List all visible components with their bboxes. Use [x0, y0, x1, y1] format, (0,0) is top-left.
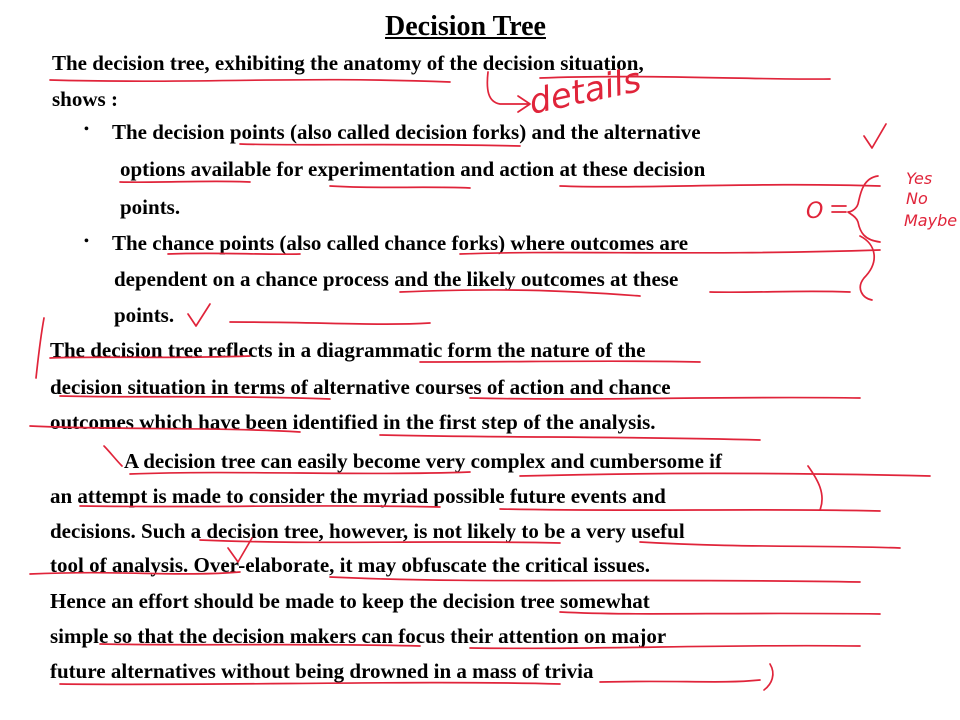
para1-line: The decision tree reflects in a diagrammatic form the nature of the — [50, 338, 646, 362]
bullet-line: points. — [114, 303, 175, 327]
bullet-line: The decision points (also called decision forks) and the alternative — [112, 120, 701, 144]
ink-curve — [860, 236, 874, 300]
ink-tick — [188, 304, 210, 326]
ink-note-details: details — [525, 60, 645, 123]
para2-line: Hence an effort should be made to keep the decision tree somewhat — [50, 589, 650, 613]
bullet-line: The chance points (also called chance forks) where outcomes are — [112, 231, 689, 255]
para2-line: simple so that the decision makers can focus their attention on major — [50, 624, 667, 648]
bullet-line: dependent on a chance process and the likely outcomes at these — [114, 267, 679, 291]
ink-note-o: O — [806, 199, 824, 224]
para2-line: an attempt is made to consider the myriad possible future events and — [50, 484, 666, 508]
para2-line: A decision tree can easily become very complex and cumbersome if — [124, 449, 722, 473]
ink-curve — [808, 466, 822, 510]
bullet-line: options available for experimentation and action at these decision — [120, 157, 706, 181]
bullet-line: points. — [120, 195, 181, 219]
ink-underline — [380, 435, 760, 440]
slide-title: Decision Tree — [385, 11, 546, 42]
para2-line: tool of analysis. Over-elaborate, it may obfuscate the critical issues. — [50, 553, 650, 577]
bullet-icon: • — [84, 122, 89, 137]
ink-underline — [230, 322, 430, 324]
bullet-icon: • — [84, 234, 89, 249]
ink-note-option: No — [906, 189, 928, 208]
ink-margin-mark — [36, 318, 44, 378]
ink-underline — [330, 186, 470, 188]
ink-brace — [848, 176, 880, 242]
ink-curve — [764, 664, 773, 690]
ink-arrow — [487, 72, 528, 104]
para2-line: future alternatives without being drowned in a mass of trivia — [50, 659, 594, 683]
para1-line: outcomes which have been identified in the first step of the analysis. — [50, 410, 656, 434]
intro-line: The decision tree, exhibiting the anatomy of the decision situation, — [52, 51, 644, 75]
ink-underline — [540, 77, 830, 80]
para2-line: decisions. Such a decision tree, however, is not likely to be a very useful — [50, 519, 685, 543]
ink-underline — [710, 291, 850, 292]
ink-margin-mark — [104, 446, 122, 466]
intro-line: shows : — [52, 87, 118, 111]
ink-underline — [600, 680, 760, 682]
ink-underline — [50, 80, 450, 82]
ink-note-option: Maybe — [904, 211, 958, 230]
ink-underline — [500, 509, 880, 511]
para1-line: decision situation in terms of alternative courses of action and chance — [50, 375, 671, 399]
ink-tick — [864, 124, 886, 148]
ink-note-option: Yes — [906, 169, 933, 188]
ink-arrow-head — [518, 96, 530, 112]
ink-underline — [560, 185, 880, 187]
